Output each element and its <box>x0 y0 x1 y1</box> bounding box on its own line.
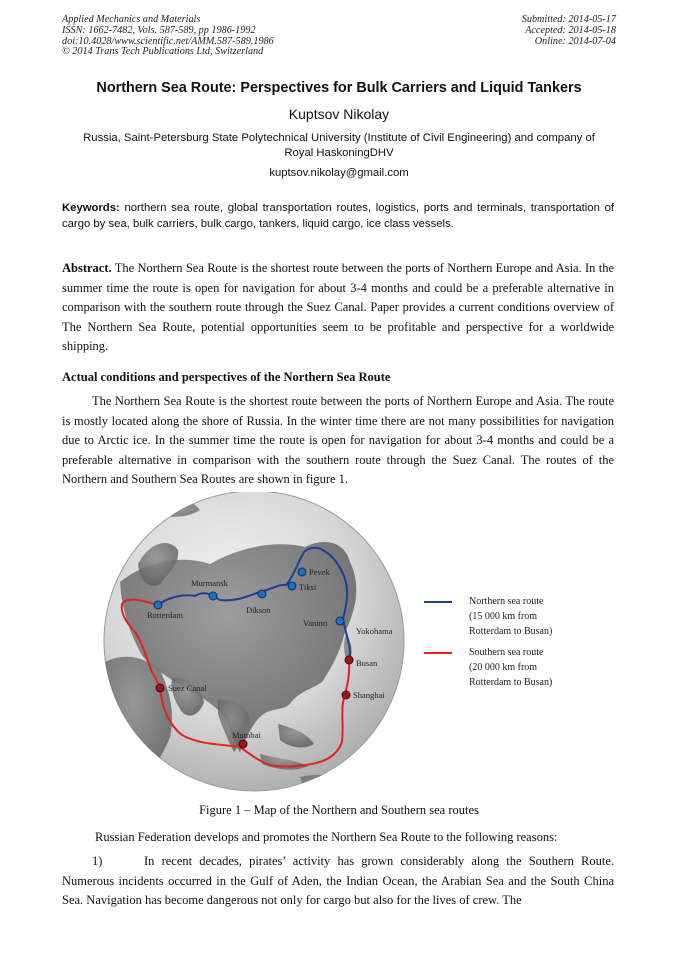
keywords <box>62 201 614 232</box>
port-marker-busan <box>345 656 353 664</box>
port-label-murmansk: Murmansk <box>191 578 228 588</box>
port-marker-tiksi <box>288 582 296 590</box>
port-label-shanghai: Shanghai <box>353 690 385 700</box>
port-label-dikson: Dikson <box>246 605 271 615</box>
port-marker-vanino <box>336 617 344 625</box>
reasons-intro: Russian Federation develops and promotes the Northern Sea Route to the following reasons: <box>95 830 558 844</box>
port-marker-suez <box>156 684 164 692</box>
legend-southern-line-1: Southern sea route <box>469 647 544 658</box>
port-label-vanino: Vanino <box>303 618 328 628</box>
abstract-text: The Northern Sea Route is the shortest route between the ports of Northern Europe and Asia. In the summer time the route is open for navigation for about 3-4 months and could be a preferable alternative in comparison with the southern route through the Suez Canal. Paper provides a current conditions overview of The Northern Sea Route, potential opportunities seem to be profitable and perspective for a worldwide shipping. <box>62 261 614 353</box>
section-heading: Actual conditions and perspectives of the Northern Sea Route <box>62 370 391 384</box>
port-label-tiksi: Tiksi <box>299 582 317 592</box>
author-name: Kuptsov Nikolay <box>288 106 390 122</box>
port-label-rotterdam: Rotterdam <box>147 610 183 620</box>
legend-northern-line-3: Rotterdam to Busan) <box>469 626 553 637</box>
paper-title: Northern Sea Route: Perspectives for Bulk Carriers and Liquid Tankers <box>96 80 582 96</box>
list-item-number: 1) <box>92 854 103 868</box>
submitted-date: Submitted: 2014-05-17 <box>521 14 616 25</box>
port-label-busan: Busan <box>356 658 378 668</box>
list-item <box>62 852 614 911</box>
legend-northern-line-1: Northern sea route <box>469 596 544 607</box>
legend-southern-line-3: Rotterdam to Busan) <box>469 677 553 688</box>
port-label-mumbai: Mumbai <box>232 730 261 740</box>
legend-northern-line-2: (15 000 km from <box>469 611 538 622</box>
figure-caption: Figure 1 – Map of the Northern and Southern sea routes <box>199 803 479 817</box>
keywords-text: northern sea route, global transportation routes, logistics, ports and terminals, transportation of cargo by sea, bulk carriers, bulk cargo, tankers, liquid cargo, ice class vessels. <box>62 202 614 230</box>
port-marker-mumbai <box>239 740 247 748</box>
port-marker-pevek <box>298 568 306 576</box>
journal-copyright: © 2014 Trans Tech Publications Ltd, Switzerland <box>62 46 264 58</box>
author-affiliation: Russia, Saint-Petersburg State Polytechnical University (Institute of Civil Engineering) and company of Royal HaskoningDHV <box>83 132 595 159</box>
port-label-yokohama: Yokohama <box>356 626 393 636</box>
port-label-pevek: Pevek <box>309 567 330 577</box>
author-email: kuptsov.nikolay@gmail.com <box>269 167 409 179</box>
port-marker-murmansk <box>209 592 217 600</box>
journal-issn: ISSN: 1662-7482, Vols. 587-589, pp 1986-1992 <box>62 24 256 36</box>
map-legend <box>424 596 552 688</box>
route-map-figure <box>100 492 578 798</box>
keywords-label: Keywords: <box>62 202 120 214</box>
journal-name: Applied Mechanics and Materials <box>62 14 201 25</box>
port-label-suez: Suez Canal <box>168 683 207 693</box>
port-marker-rotterdam <box>154 601 162 609</box>
legend-southern-line-2: (20 000 km from <box>469 662 538 673</box>
route-map <box>100 492 578 798</box>
online-date: Online: 2014-07-04 <box>534 35 616 47</box>
body-paragraph: The Northern Sea Route is the shortest route between the ports of Northern Europe and Asia. The route is mostly located along the shore of Russia. In the winter time there are not many possibilities for navigation due to Arctic ice. In the summer time the route is open for navigation for about 3-4 months and could be a preferable alternative in comparison with the southern route through the Suez Canal. The routes of the Northern and Southern Sea Routes are shown in figure 1. <box>62 394 614 486</box>
submission-dates <box>522 15 616 47</box>
journal-doi: doi:10.4028/www.scientific.net/AMM.587-589.1986 <box>62 35 274 47</box>
journal-info <box>62 15 274 58</box>
abstract <box>62 259 614 357</box>
port-marker-shanghai <box>342 691 350 699</box>
abstract-label: Abstract. <box>62 261 112 275</box>
list-item-text: In recent decades, pirates’ activity has grown considerably along the Southern Route. Numerous incidents occurred in the Gulf of Aden, the Indian Ocean, the Arabian Sea and the South China Sea. Navigation has become dangerous not only for cargo but also for the lives of crew. The <box>62 854 614 907</box>
port-marker-dikson <box>258 590 266 598</box>
accepted-date: Accepted: 2014-05-18 <box>525 24 616 36</box>
